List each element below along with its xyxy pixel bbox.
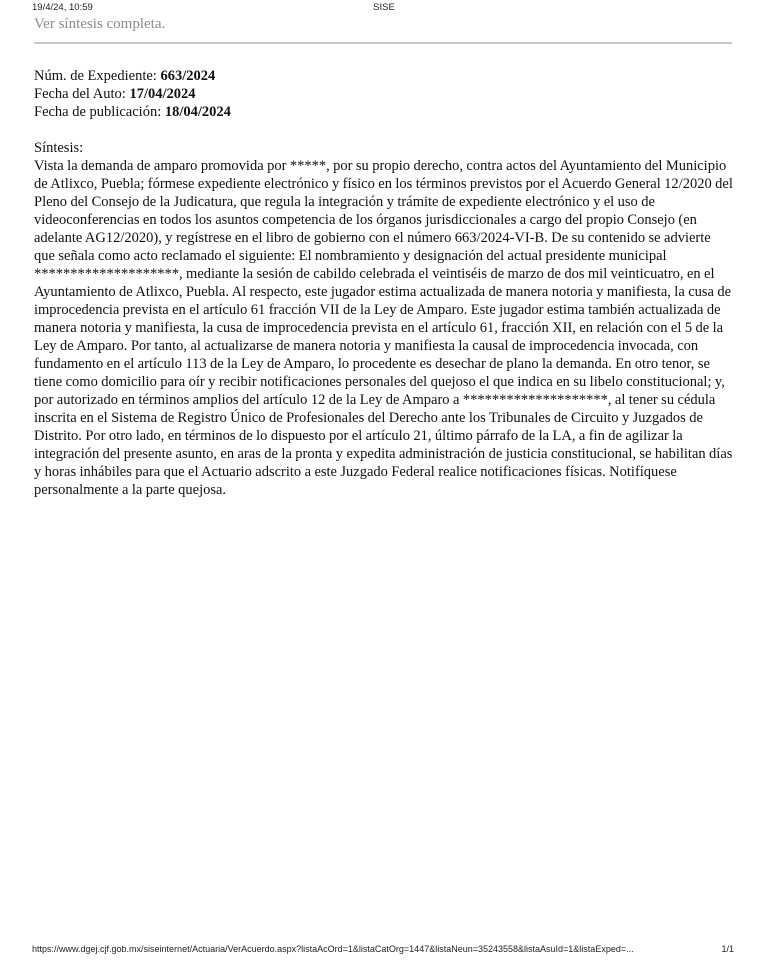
- fecha-auto-line: [34, 85, 734, 103]
- synthesis-text: Vista la demanda de amparo promovida por *****, por su propio derecho, contra actos del Ayuntamiento del Municipio de Atlixco, Puebla; fórmese expediente electrónico y físico en los términos previstos por el Acuerdo General 12/2020 del Pleno del Consejo de la Judicatura, que regula la integración y trámite de expediente electrónico y el uso de videoconferencias en todos los asuntos competencia de los órganos jurisdiccionales a cargo del propio Consejo (en adelante AG12/2020), y regístrese en el libro de gobierno con el número 663/2024-VI-B. De su contenido se advierte que señala como acto reclamado el siguiente: El nombramiento y designación del actual presidente municipal ********************, mediante la sesión de cabildo celebrada el veintiséis de marzo de dos mil veinticuatro, en el Ayuntamiento de Atlixco, Puebla. Al respecto, este jugador estima actualizada de manera notoria y manifiesta, la cusa de improcedencia prevista en el artículo 61 fracción VII de la Ley de Amparo. Este jugador estima también actualizada de manera notoria y manifiesta, la cusa de improcedencia prevista en el artículo 61, fracción XII, en relación con el 5 de la Ley de Amparo. Por tanto, al actualizarse de manera notoria y manifiesta la causal de improcedencia invocada, con fundamento en el artículo 113 de la Ley de Amparo, lo procedente es desechar de plano la demanda. En otro tenor, se tiene como domicilio para oír y recibir notificaciones personales del quejoso el que indica en su libelo constitucional; y, por autorizado en términos amplios del artículo 12 de la Ley de Amparo a ********************, al tener su cédula inscrita en el Sistema de Registro Único de Profesionales del Derecho ante los Tribunales de Circuito y Juzgados de Distrito. Por otro lado, en términos de lo dispuesto por el artículo 21, último párrafo de la LA, a fin de agilizar la integración del presente asunto, en aras de la pronta y expedita administración de justicia constitucional, se habilitan días y horas inhábiles para que el Actuario adscrito a este Juzgado Federal realice notificaciones físicas. Notifíquese personalmente a la parte quejosa.: [34, 158, 733, 498]
- fecha-auto-value: 17/04/2024: [129, 86, 196, 102]
- fecha-publicacion-label: Fecha de publicación:: [34, 104, 165, 120]
- document-body: [34, 67, 734, 499]
- fecha-publicacion-value: 18/04/2024: [164, 104, 231, 120]
- divider: [34, 42, 732, 44]
- print-footer: [32, 944, 734, 956]
- view-full-synthesis-link[interactable]: Ver síntesis completa.: [34, 16, 166, 32]
- print-url: https://www.dgej.cjf.gob.mx/siseinternet/Actuaria/VerAcuerdo.aspx?listaAcOrd=1&listaCatOrg=1447&listaNeun=35243558&listaAsuId=1&listaExped=...: [32, 944, 634, 954]
- fecha-publicacion-line: [34, 103, 734, 121]
- expediente-label: Núm. de Expediente:: [34, 68, 161, 84]
- print-page-title: SISE: [373, 2, 395, 13]
- expediente-line: [34, 67, 734, 85]
- expediente-value: 663/2024: [160, 68, 216, 84]
- synthesis-heading: Síntesis:: [34, 140, 84, 156]
- page-number: 1/1: [721, 944, 734, 954]
- fecha-auto-label: Fecha del Auto:: [34, 86, 130, 102]
- print-datetime: 19/4/24, 10:59: [32, 2, 93, 13]
- print-header: [32, 2, 736, 14]
